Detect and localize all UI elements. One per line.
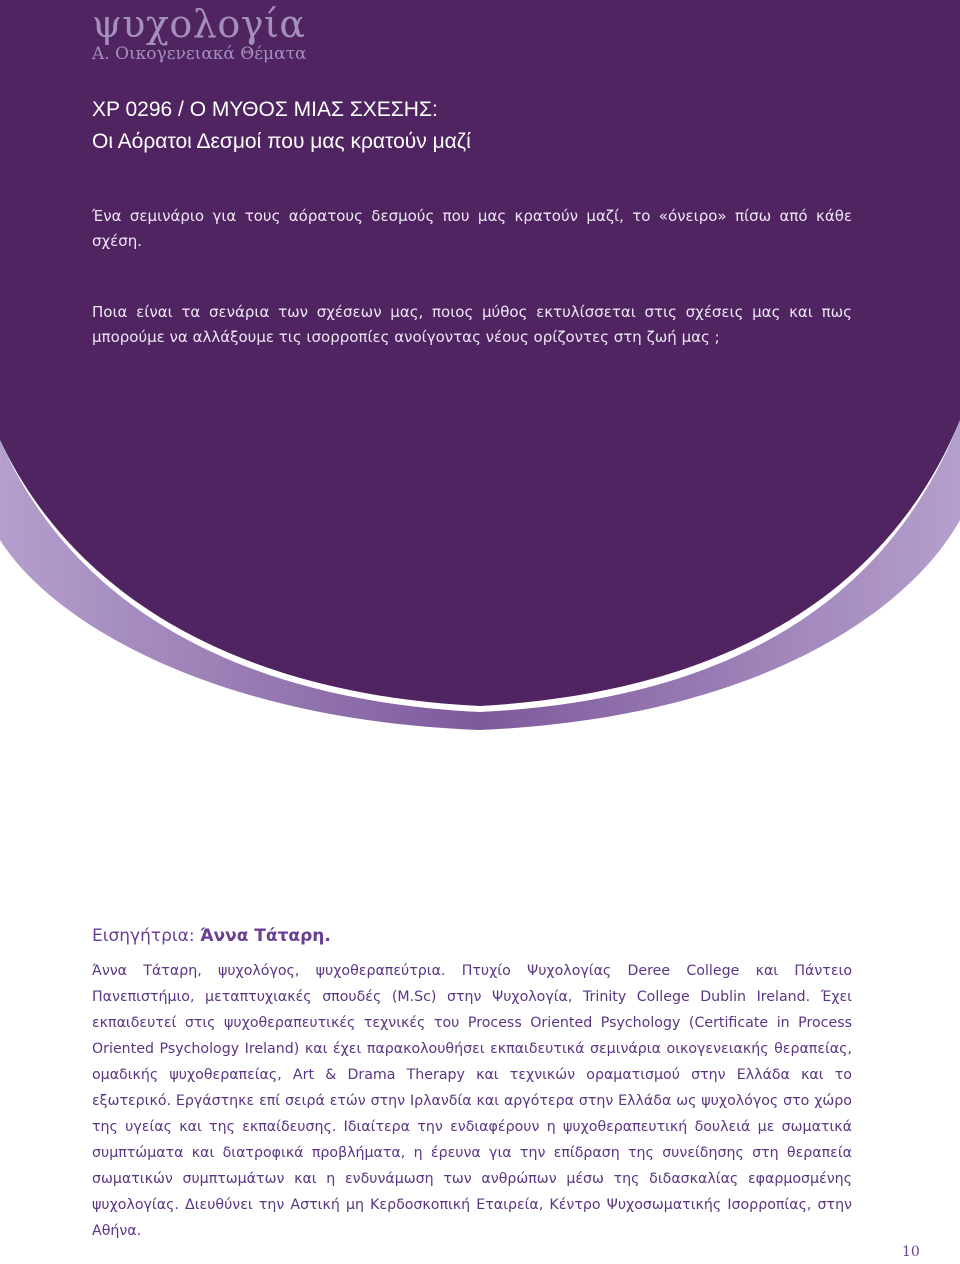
speaker-bio: Άννα Τάταρη, ψυχολόγος, ψυχοθεραπεύτρια. Πτυχίο Ψυχολογίας Deree College και Πάντειο Πανεπιστήμιο, μεταπτυχιακές σπουδές (M.Sc) στην Ψυχολογία, Trinity College Dublin Ireland. Έχει εκπαιδευτεί στις ψυχοθεραπευτικές τεχνικές του Process Oriented Psychology (Certificate in Process Oriented Psychology Ireland) και έχει παρακολουθήσει εκπαιδευτικά σεμινάρια οικογενειακής θεραπείας, ομαδικής ψυχοθεραπείας, Art & Drama Therapy και τεχνικών οραματισμού στην Ελλάδα και το εξωτερικό. Εργάστηκε επί σειρά ετών στην Ιρλανδία και αργότερα στην Ελλάδα ως ψυχολόγος στο χώρο της υγείας και της εκπαίδευσης. Ιδιαίτερα την ενδιαφέρουν η ψυχοθεραπευτική δουλειά με σωματικά συμπτώματα και διατροφικά προβλήματα, η έρευνα για την επίδραση της συνείδησης στη θεραπεία σωματικών συμπτωμάτων και η ενδυνάμωση των ανθρώπων μέσω της διδασκαλίας εφαρμοσμένης ψυχολογίας. Διευθύνει την Αστική μη Κερδοσκοπική Εταιρεία, Κέντρο Ψυχοσωματικής Ισορροπίας, στην Αθήνα. <box>92 963 852 1239</box>
speaker-line <box>92 926 331 946</box>
page-number: 10 <box>902 1244 920 1260</box>
brand-title: ψυχολογία <box>92 2 306 46</box>
seminar-question: Ποια είναι τα σενάρια των σχέσεων μας, ποιος μύθος εκτυλίσσεται στις σχέσεις μας και πως μπορούμε να αλλάξουμε τις ισορροπίες ανοίγοντας νέους ορίζοντες στη ζωή μας ; <box>92 303 852 346</box>
seminar-subtitle: Οι Αόρατοι Δεσμοί που μας κρατούν μαζί <box>92 130 471 153</box>
speaker-label: Εισηγήτρια: <box>92 926 200 946</box>
section-subtitle: Α. Οικογενειακά Θέματα <box>92 44 307 64</box>
speaker-name: Άννα Τάταρη. <box>200 926 331 946</box>
seminar-description: Ένα σεμινάριο για τους αόρατους δεσμούς που μας κρατούν μαζί, το «όνειρο» πίσω από κάθε σχέση. <box>92 207 852 250</box>
seminar-code-title: XP 0296 / Ο ΜΥΘΟΣ ΜΙΑΣ ΣΧΕΣΗΣ: <box>92 98 438 121</box>
